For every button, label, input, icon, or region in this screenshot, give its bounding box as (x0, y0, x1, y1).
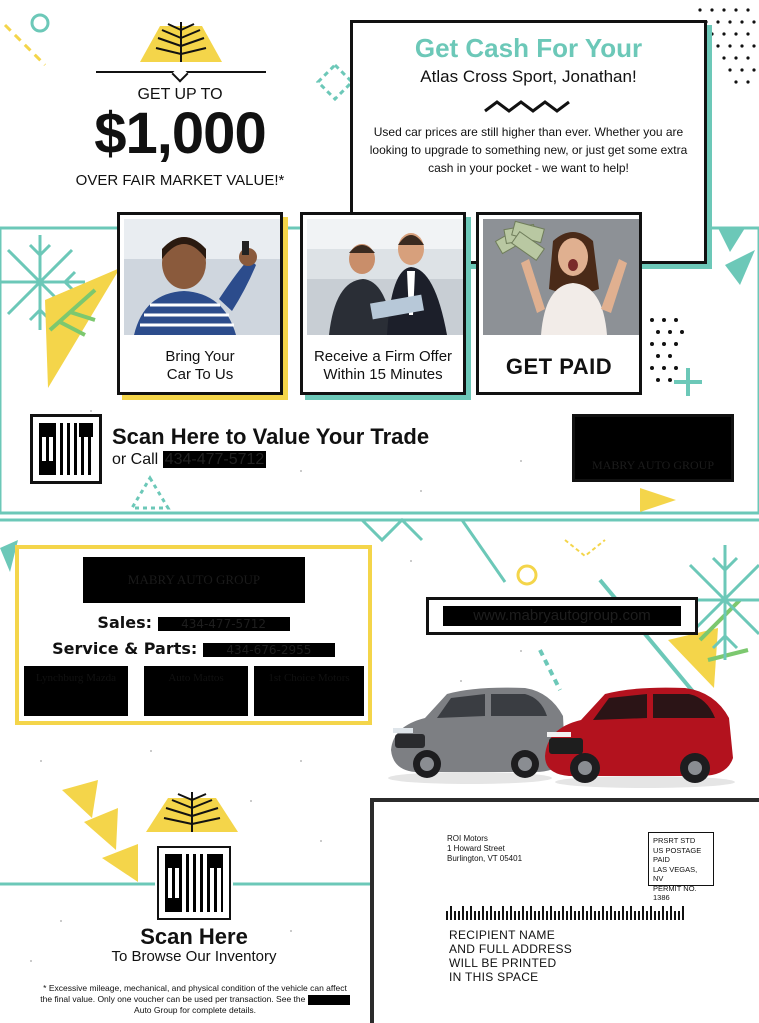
step-label: Bring Your Car To Us (165, 348, 235, 383)
disclaimer-line: * Excessive mileage, mechanical, and physical condition of the vehicle can affect (43, 983, 347, 993)
sales-label: Sales: (97, 613, 152, 632)
offer-amount: $1,000 (94, 101, 266, 166)
postal-barcode (446, 906, 692, 920)
call-line (112, 451, 266, 469)
headline-subtitle: Atlas Cross Sport, Jonathan! (420, 67, 637, 86)
dealer-handshake-photo (307, 219, 463, 335)
headline-body: Used car prices are still higher than ever. Whether you are looking to upgrade to something new, or just get some extra cash in your pocket - we want to help! (369, 125, 688, 175)
dealer-logo-redacted (572, 414, 734, 482)
call-prefix: or Call (112, 451, 159, 468)
sales-line (19, 613, 368, 637)
mailing-panel (370, 798, 759, 1023)
get-up-to-text: GET UP TO (137, 86, 223, 103)
website-redacted[interactable]: www.mabryautogroup.com (443, 606, 681, 626)
divider-notch (172, 66, 189, 83)
zigzag-divider (483, 99, 575, 115)
scan-here-heading: Scan Here (140, 924, 248, 949)
pine-branch-icon (146, 790, 238, 836)
disclaimer-line: Auto Group for complete details. (134, 1005, 256, 1015)
pine-branch-icon (140, 20, 222, 68)
disclaimer (22, 983, 368, 1016)
disclaimer-line: the final value. Only one voucher can be used per transaction. See the (22, 994, 368, 1005)
headline-title: Get Cash For Your (414, 33, 643, 63)
website-box[interactable] (426, 597, 698, 635)
service-line (19, 639, 368, 663)
woman-with-cash-photo (483, 219, 639, 335)
postage-indicia: PRSRT STD US POSTAGE PAID LAS VEGAS, NV PERMIT NO. 1386 (648, 832, 714, 886)
vehicles-illustration (385, 680, 737, 788)
dealer-name-redacted: 1st Choice Motors (254, 666, 364, 716)
dealer-logo-text: MABRY AUTO GROUP (591, 458, 715, 472)
return-name: ROI Motors (447, 834, 488, 843)
step-label: GET PAID (505, 354, 613, 379)
inventory-qr-code[interactable] (157, 846, 231, 920)
trade-phone-redacted[interactable]: 434-477-5712 (164, 451, 265, 468)
dealer-name-redacted: Auto Mattos (144, 666, 248, 716)
trade-qr-code[interactable] (30, 414, 102, 484)
service-label: Service & Parts: (52, 639, 198, 658)
browse-inventory-text: To Browse Our Inventory (111, 948, 277, 965)
step-label: Receive a Firm Offer Within 15 Minutes (313, 348, 453, 383)
return-street: 1 Howard Street (447, 844, 505, 853)
dealer-name-redacted: Lynchburg Mazda (24, 666, 128, 716)
return-city: Burlington, VT 05401 (447, 854, 523, 863)
sales-phone-redacted[interactable]: 434-477-5712 (158, 617, 290, 631)
step-card-get-paid (476, 212, 642, 395)
contact-logo-text: MABRY AUTO GROUP (127, 572, 261, 587)
scan-trade-heading: Scan Here to Value Your Trade (112, 424, 430, 449)
man-with-keys-photo (124, 219, 280, 335)
redacted-block (308, 995, 350, 1005)
service-phone-redacted[interactable]: 434-676-2955 (203, 643, 335, 657)
contact-logo-redacted (83, 557, 305, 603)
return-address (447, 834, 522, 864)
over-value-text: OVER FAIR MARKET VALUE!* (75, 172, 285, 189)
offer-block (60, 20, 300, 195)
step-card-firm-offer (300, 212, 466, 395)
step-card-bring-car (117, 212, 283, 395)
recipient-placeholder: RECIPIENT NAME AND FULL ADDRESS WILL BE PRINTED IN THIS SPACE (449, 928, 573, 984)
